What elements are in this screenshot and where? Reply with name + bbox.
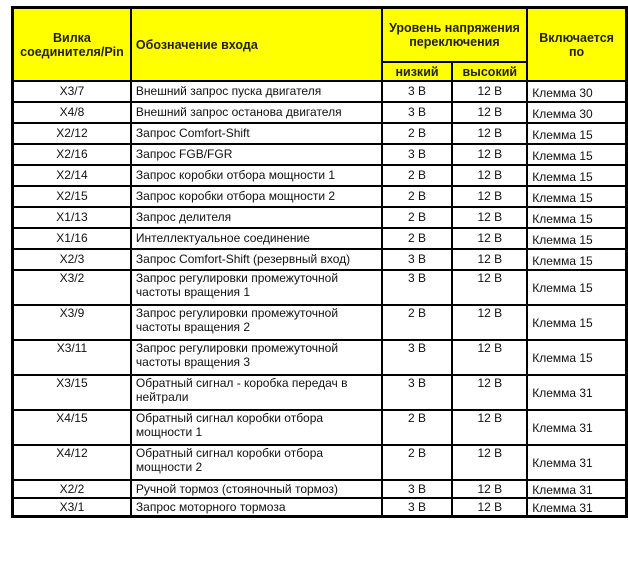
- cell-terminal: Клемма 15: [527, 305, 626, 340]
- table-row: [13, 228, 627, 249]
- cell-high: 12 В: [452, 340, 527, 375]
- header-pin: Вилка соединителя/Pin: [13, 8, 131, 82]
- table-row: [13, 375, 627, 410]
- cell-low: 2 В: [382, 305, 453, 340]
- cell-low: 3 В: [382, 81, 453, 102]
- cell-low: 3 В: [382, 480, 453, 498]
- cell-terminal: Клемма 15: [527, 228, 626, 249]
- cell-low: 3 В: [382, 375, 453, 410]
- cell-terminal: Клемма 15: [527, 186, 626, 207]
- cell-high: 12 В: [452, 375, 527, 410]
- cell-terminal: Клемма 15: [527, 165, 626, 186]
- cell-high: 12 В: [452, 207, 527, 228]
- cell-description: Запрос регулировки промежуточной частоты вращения 1: [131, 270, 382, 305]
- cell-description: Внешний запрос останова двигателя: [131, 102, 382, 123]
- cell-low: 2 В: [382, 410, 453, 445]
- cell-low: 2 В: [382, 165, 453, 186]
- cell-terminal: Клемма 15: [527, 340, 626, 375]
- cell-high: 12 В: [452, 102, 527, 123]
- cell-description: Интеллектуальное соединение: [131, 228, 382, 249]
- table-body: [13, 81, 627, 517]
- cell-description: Внешний запрос пуска двигателя: [131, 81, 382, 102]
- cell-pin: X3/2: [13, 270, 131, 305]
- input-spec-table: [11, 6, 628, 518]
- table-row: [13, 144, 627, 165]
- cell-terminal: Клемма 31: [527, 445, 626, 480]
- cell-low: 3 В: [382, 270, 453, 305]
- cell-description: Запрос коробки отбора мощности 2: [131, 186, 382, 207]
- cell-terminal: Клемма 15: [527, 270, 626, 305]
- cell-pin: X1/13: [13, 207, 131, 228]
- cell-terminal: Клемма 15: [527, 249, 626, 270]
- header-terminal: Включается по: [527, 8, 626, 82]
- cell-description: Запрос регулировки промежуточной частоты вращения 2: [131, 305, 382, 340]
- table-row: [13, 305, 627, 340]
- cell-pin: X2/14: [13, 165, 131, 186]
- cell-high: 12 В: [452, 144, 527, 165]
- cell-low: 3 В: [382, 340, 453, 375]
- cell-pin: X2/3: [13, 249, 131, 270]
- cell-terminal: Клемма 31: [527, 375, 626, 410]
- table-row: [13, 81, 627, 102]
- cell-terminal: Клемма 31: [527, 498, 626, 517]
- cell-high: 12 В: [452, 228, 527, 249]
- cell-terminal: Клемма 30: [527, 102, 626, 123]
- cell-low: 2 В: [382, 228, 453, 249]
- cell-low: 2 В: [382, 186, 453, 207]
- cell-terminal: Клемма 30: [527, 81, 626, 102]
- cell-high: 12 В: [452, 480, 527, 498]
- table-row: [13, 186, 627, 207]
- cell-pin: X2/2: [13, 480, 131, 498]
- cell-high: 12 В: [452, 270, 527, 305]
- cell-low: 3 В: [382, 102, 453, 123]
- cell-pin: X3/1: [13, 498, 131, 517]
- cell-high: 12 В: [452, 186, 527, 207]
- table-row: [13, 480, 627, 498]
- cell-description: Обратный сигнал коробки отбора мощности 1: [131, 410, 382, 445]
- cell-low: 3 В: [382, 498, 453, 517]
- cell-low: 3 В: [382, 249, 453, 270]
- table-row: [13, 123, 627, 144]
- table-row: [13, 249, 627, 270]
- cell-terminal: Клемма 31: [527, 410, 626, 445]
- cell-low: 3 В: [382, 144, 453, 165]
- cell-pin: X2/15: [13, 186, 131, 207]
- header-high: высокий: [452, 62, 527, 81]
- cell-description: Ручной тормоз (стояночный тормоз): [131, 480, 382, 498]
- table-row: [13, 498, 627, 517]
- cell-description: Запрос Comfort-Shift: [131, 123, 382, 144]
- cell-description: Обратный сигнал - коробка передач в нейтрали: [131, 375, 382, 410]
- cell-pin: X1/16: [13, 228, 131, 249]
- cell-pin: X2/16: [13, 144, 131, 165]
- cell-description: Запрос моторного тормоза: [131, 498, 382, 517]
- cell-high: 12 В: [452, 123, 527, 144]
- table-row: [13, 165, 627, 186]
- table-row: [13, 102, 627, 123]
- table-row: [13, 270, 627, 305]
- cell-description: Обратный сигнал коробки отбора мощности 2: [131, 445, 382, 480]
- cell-low: 2 В: [382, 123, 453, 144]
- table-row: [13, 340, 627, 375]
- table-row: [13, 410, 627, 445]
- cell-pin: X3/9: [13, 305, 131, 340]
- cell-high: 12 В: [452, 410, 527, 445]
- cell-pin: X4/8: [13, 102, 131, 123]
- cell-pin: X4/15: [13, 410, 131, 445]
- cell-pin: X3/11: [13, 340, 131, 375]
- header-voltage-group: Уровень напряжения переключения: [382, 8, 528, 63]
- header-description: Обозначение входа: [131, 8, 382, 82]
- cell-high: 12 В: [452, 305, 527, 340]
- cell-pin: X4/12: [13, 445, 131, 480]
- cell-terminal: Клемма 15: [527, 207, 626, 228]
- table-row: [13, 445, 627, 480]
- cell-pin: X2/12: [13, 123, 131, 144]
- cell-pin: X3/7: [13, 81, 131, 102]
- table-row: [13, 207, 627, 228]
- cell-description: Запрос коробки отбора мощности 1: [131, 165, 382, 186]
- cell-terminal: Клемма 31: [527, 480, 626, 498]
- cell-low: 2 В: [382, 207, 453, 228]
- cell-high: 12 В: [452, 81, 527, 102]
- cell-high: 12 В: [452, 498, 527, 517]
- cell-description: Запрос делителя: [131, 207, 382, 228]
- cell-high: 12 В: [452, 249, 527, 270]
- cell-description: Запрос FGB/FGR: [131, 144, 382, 165]
- cell-terminal: Клемма 15: [527, 144, 626, 165]
- cell-description: Запрос регулировки промежуточной частоты вращения 3: [131, 340, 382, 375]
- cell-pin: X3/15: [13, 375, 131, 410]
- cell-high: 12 В: [452, 445, 527, 480]
- cell-high: 12 В: [452, 165, 527, 186]
- header-low: низкий: [382, 62, 453, 81]
- cell-low: 2 В: [382, 445, 453, 480]
- cell-description: Запрос Comfort-Shift (резервный вход): [131, 249, 382, 270]
- cell-terminal: Клемма 15: [527, 123, 626, 144]
